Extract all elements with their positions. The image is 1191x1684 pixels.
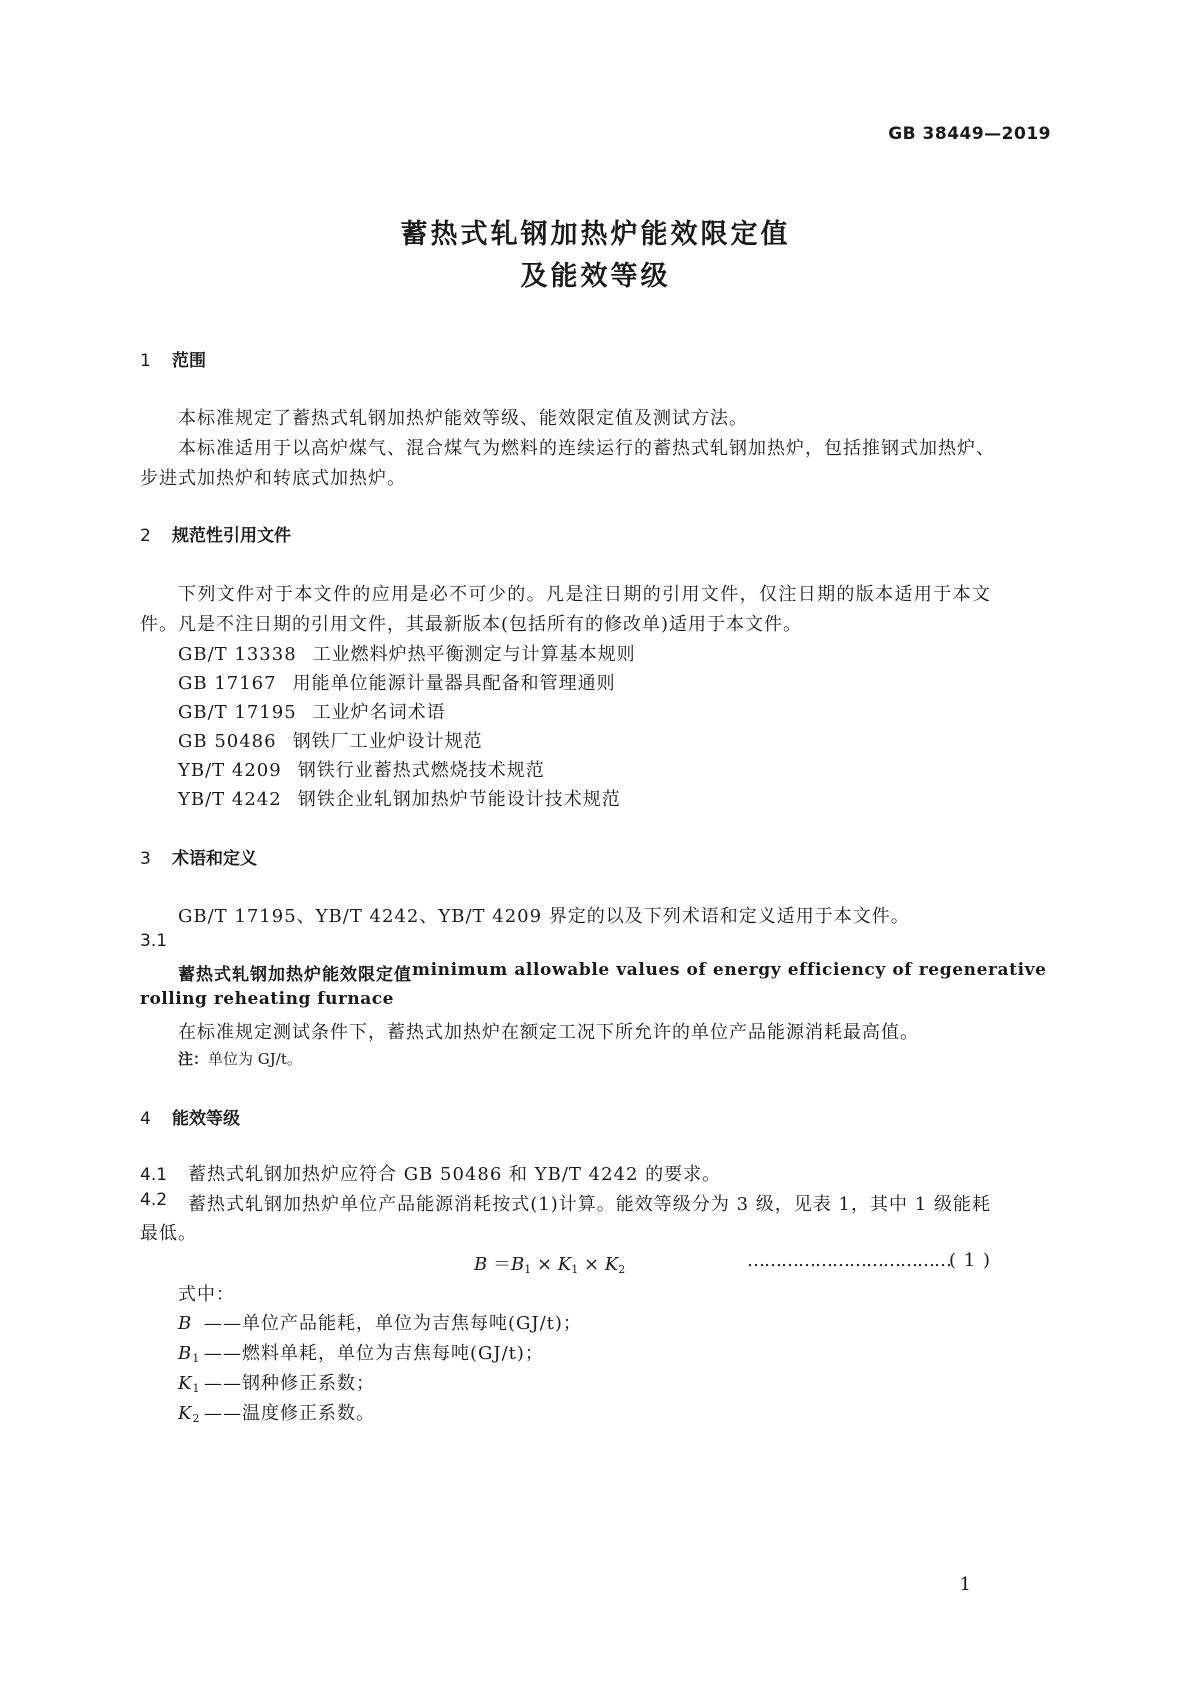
term-english-continued: rolling reheating furnace [140,989,394,1009]
clause-number: 4.2 [140,1190,168,1210]
variable-definition [178,1309,582,1335]
reference-title: 工业燃料炉热平衡测定与计算基本规则 [312,644,636,665]
section-4-heading [140,1104,240,1129]
section-title: 规范性引用文件 [172,526,291,546]
term-number: 3.1 [140,931,168,951]
term-english: minimum allowable values of energy efficiency of regenerative [412,960,1047,980]
normative-reference [178,785,621,811]
variable-symbol: $B_1$ [178,1343,201,1365]
normative-reference [178,698,446,724]
section-3-heading [140,844,257,869]
clause-text-continued: 最低。 [140,1223,197,1244]
title-line-2: 及能效等级 [520,261,671,292]
document-code: GB 38449—2019 [888,124,1051,144]
formula-leader-dots: ……………………………… [747,1250,951,1271]
formula-number: ( 1 ) [949,1250,991,1271]
section-number: 3 [140,849,151,869]
section-title: 范围 [172,351,206,371]
section-number: 2 [140,526,151,546]
multiply-sign: × [583,1254,600,1275]
paragraph: 本标准适用于以高炉煤气、混合煤气为燃料的连续运行的蓄热式轧钢加热炉，包括推钢式加热炉、 [178,438,995,459]
variable-symbol: $K_2$ [178,1403,201,1425]
paragraph: 步进式加热炉和转底式加热炉。 [140,468,406,489]
reference-code: GB/T 13338 [178,644,297,665]
clause-4-1 [140,1160,721,1186]
subscript: 1 [571,1263,579,1276]
paragraph: 下列文件对于本文件的应用是必不可少的。凡是注日期的引用文件，仅注日期的版本适用于本文 [178,584,991,605]
reference-title: 钢铁厂工业炉设计规范 [292,731,483,752]
formula-1 [474,1250,625,1276]
section-title: 术语和定义 [172,849,257,869]
reference-title: 钢铁企业轧钢加热炉节能设计技术规范 [297,789,621,810]
multiply-sign: × [536,1254,553,1275]
paragraph: 本标准规定了蓄热式轧钢加热炉能效等级、能效限定值及测试方法。 [178,408,748,429]
variable-description: ——温度修正系数。 [204,1403,375,1424]
section-1-heading [140,346,206,371]
where-label: 式中： [178,1284,235,1305]
variable-definition [178,1399,375,1425]
reference-title: 工业炉名词术语 [312,702,446,723]
variable-description: ——单位产品能耗，单位为吉焦每吨(GJ/t)； [204,1313,582,1334]
section-title: 能效等级 [172,1109,240,1129]
section-number: 1 [140,351,151,371]
variable-description: ——钢种修正系数； [204,1373,375,1394]
variable-description: ——燃料单耗，单位为吉焦每吨(GJ/t)； [204,1343,544,1364]
formula-term-k2: K [604,1254,619,1275]
note-text: 单位为 GJ/t。 [208,1050,302,1068]
term-chinese: 蓄热式轧钢加热炉能效限定值 [178,965,412,985]
title-line-1: 蓄热式轧钢加热炉能效限定值 [400,219,791,250]
term-heading [178,960,1047,985]
variable-definition [178,1369,375,1395]
reference-code: GB 17167 [178,673,277,694]
variable-definition [178,1339,544,1365]
reference-code: YB/T 4209 [178,760,282,781]
normative-reference [178,669,616,695]
section-2-heading [140,521,291,546]
note-label: 注： [178,1050,209,1068]
paragraph: GB/T 17195、YB/T 4242、YB/T 4209 界定的以及下列术语和定义适用于本文件。 [178,906,910,927]
equals-sign: ＝ [492,1254,511,1275]
subscript: 1 [524,1263,532,1276]
formula-lhs: B [474,1254,488,1275]
clause-4-2 [140,1190,991,1216]
normative-reference [178,640,636,666]
reference-code: GB/T 17195 [178,702,297,723]
term-note [178,1048,302,1069]
formula-term-b1: B [510,1254,525,1275]
clause-text: 蓄热式轧钢加热炉单位产品能源消耗按式(1)计算。能效等级分为 3 级，见表 1，其中 1 级能耗 [188,1194,991,1215]
subscript: 2 [618,1263,626,1276]
variable-symbol: B [178,1313,193,1334]
clause-number: 4.1 [140,1165,168,1185]
reference-title: 用能单位能源计量器具配备和管理通则 [292,673,616,694]
reference-code: GB 50486 [178,731,277,752]
term-definition: 在标准规定测试条件下，蓄热式加热炉在额定工况下所允许的单位产品能源消耗最高值。 [178,1022,919,1043]
normative-reference [178,756,545,782]
reference-code: YB/T 4242 [178,789,282,810]
clause-text: 蓄热式轧钢加热炉应符合 GB 50486 和 YB/T 4242 的要求。 [188,1164,722,1185]
formula-term-k1: K [557,1254,572,1275]
page-number: 1 [959,1574,971,1595]
section-number: 4 [140,1109,151,1129]
normative-reference [178,727,483,753]
paragraph: 件。凡是不注日期的引用文件，其最新版本(包括所有的修改单)适用于本文件。 [140,614,803,635]
reference-title: 钢铁行业蓄热式燃烧技术规范 [297,760,545,781]
variable-symbol: $K_1$ [178,1373,201,1395]
